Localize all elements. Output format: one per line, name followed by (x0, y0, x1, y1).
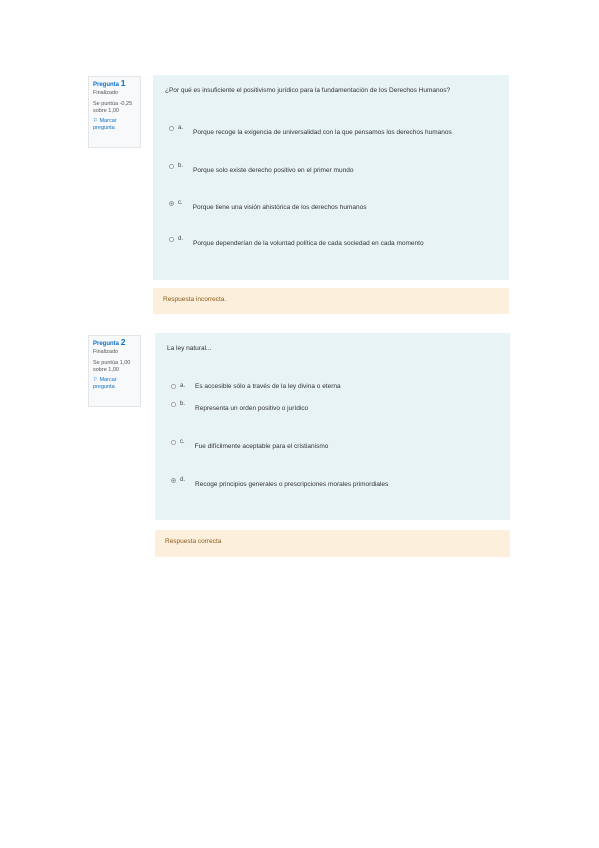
flag-icon: ⚐ (93, 377, 98, 383)
answer-option-b[interactable] (169, 163, 353, 174)
radio-button-selected[interactable] (169, 201, 174, 206)
flag-icon: ⚐ (93, 118, 98, 124)
option-text: Porque solo existe derecho positivo en el primer mundo (193, 167, 354, 174)
option-letter: b. (180, 401, 186, 407)
answer-option-c[interactable] (169, 200, 366, 211)
option-text: Porque recoge la exigencia de universalidad con la que pensamos los derechos humanos (193, 129, 452, 136)
radio-button[interactable] (171, 384, 176, 389)
question-number: Pregunta 1 (93, 78, 126, 88)
flag-question-link[interactable]: ⚐ Marcar pregunta (93, 118, 117, 131)
question-2-feedback: Respuesta correcta (155, 530, 510, 557)
option-text: Recoge principios generales o prescripciones morales primordiales (195, 481, 389, 488)
radio-button-selected[interactable] (171, 478, 176, 483)
radio-button[interactable] (171, 440, 176, 445)
option-text: Representa un orden positivo o jurídico (195, 405, 309, 412)
answer-option-d[interactable] (169, 236, 424, 247)
option-letter: a. (180, 383, 186, 389)
radio-button[interactable] (169, 237, 174, 242)
option-text: Porque dependerían de la voluntad política de cada sociedad en cada momento (193, 240, 424, 247)
question-2-info (88, 335, 141, 407)
question-text: ¿Por qué es insuficiente el positivismo jurídico para la fundamentación de los Derechos Humanos? (165, 87, 451, 94)
answer-option-c[interactable] (171, 439, 328, 450)
option-letter: b. (178, 163, 184, 169)
option-letter: c. (180, 439, 185, 445)
answer-option-a[interactable] (169, 125, 452, 136)
question-2-content (155, 333, 510, 520)
option-text: Porque tiene una visión ahistórica de los derechos humanos (192, 204, 367, 211)
question-text: La ley natural... (167, 345, 212, 352)
question-1-feedback: Respuesta incorrecta. (153, 288, 509, 314)
question-state: Finalizado (93, 349, 119, 355)
question-state: Finalizado (93, 90, 119, 96)
option-letter: d. (180, 477, 186, 483)
radio-button[interactable] (169, 126, 174, 131)
option-text: Fue difícilmente aceptable para el cristianismo (194, 443, 329, 450)
radio-button[interactable] (169, 164, 174, 169)
question-grade: Se puntúa 1,00 sobre 1,00 (93, 360, 131, 373)
answer-option-b[interactable] (171, 401, 308, 412)
radio-button[interactable] (171, 402, 176, 407)
question-grade: Se puntúa -0,25 sobre 1,00 (93, 101, 133, 114)
option-text: Es accesible sólo a través de la ley divina o eterna (195, 383, 341, 390)
question-1-content (153, 75, 509, 280)
answer-option-a[interactable] (171, 383, 341, 390)
option-letter: d. (178, 236, 184, 242)
option-letter: a. (178, 125, 184, 131)
question-number: Pregunta 2 (93, 337, 126, 347)
flag-question-link[interactable]: ⚐ Marcar pregunta (93, 377, 117, 390)
question-1-info (88, 76, 141, 148)
answer-option-d[interactable] (171, 477, 388, 488)
option-letter: c. (178, 200, 183, 206)
